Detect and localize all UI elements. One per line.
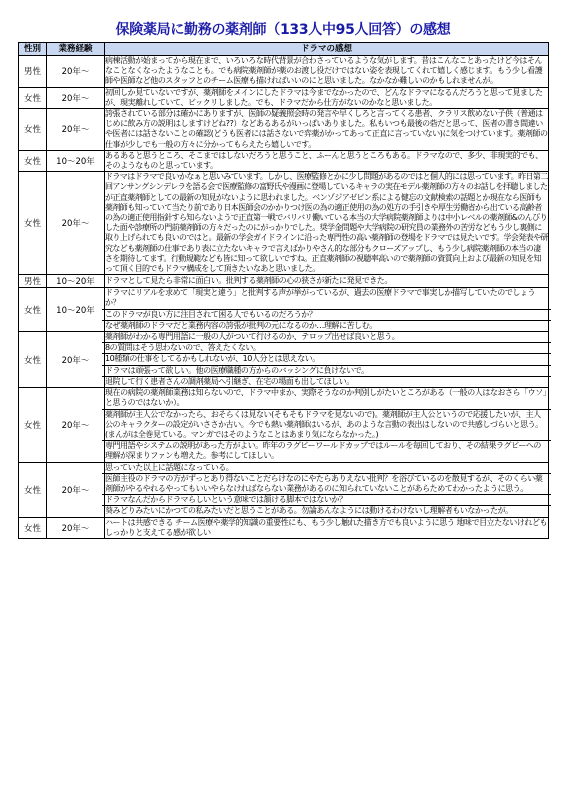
experience-cell: 10～20年 xyxy=(47,288,105,332)
impression-text: 医師主役のドラマの方がずっとあり得ないことだらけなのにやたらありえない批判？を浴びているのを散見するが、そのくらい薬剤師がやるやれるやってもいいやらなければならない業務があるのに知られていないことがあらためてわかったように思う。 xyxy=(102,473,551,494)
table-row xyxy=(19,172,549,275)
gender-cell: 女性 xyxy=(19,288,47,332)
impression-cell xyxy=(105,388,549,462)
impression-cell xyxy=(105,56,549,88)
table-row xyxy=(19,109,549,151)
impression-text: 10種類の仕事をしてるかもしれないが、10人分とは思えない。 xyxy=(102,353,551,364)
table-row xyxy=(19,288,549,332)
impression-text: ドラマとして見たら非常に面白い。批判する薬剤師の心の狭さが新たに発見できた。 xyxy=(105,276,392,286)
impression-cell xyxy=(105,275,549,288)
impression-text: 薬剤師が主人公でなかったら、おそらくは見ない(そもそもドラマを見ないので)。薬剤師が主人公というので応援したいが、主人公のキャラクターの設定がいささか古い。今でも熱い薬剤師はいるが、あのような言動の表出はしないので共感しづらいと思う。(まんがは全巻見ている。マンガではそのようなことはあまり気にならなかった。) xyxy=(102,409,551,441)
table-row xyxy=(19,462,549,517)
experience-cell: 20年～ xyxy=(47,332,105,388)
impression-cell xyxy=(105,109,549,151)
impression-text: 誇張されている部分は確かにありますが、医師の疑義照会時の発言や早くしろと言ってくる患者、クラリス飲めない子供（普通はじめに飲み方の説明はしますけどね??）などあるあるがいっぱいありました。私もいつも最後の砦だと思って、医者の書き間違いや医者には話さないことの確認(どうも医者には話さないで弈薬がかってあって正直に言っていない)に気をつけています。薬剤師の仕事が少しでも一般の方々に分かってもらえたら嬉しいです。 xyxy=(105,109,548,149)
impression-text: なぜ薬剤師のドラマだと業務内容の誇張が批判の元になるのか…理解に苦しむ。 xyxy=(102,320,551,331)
table-row xyxy=(19,275,549,288)
gender-cell: 女性 xyxy=(19,87,47,108)
gender-cell: 女性 xyxy=(19,332,47,388)
impression-text: ドラマは頑張って欲しい。他の医療職種の方からのバッシングに負けないで。 xyxy=(102,365,551,376)
table-row xyxy=(19,56,549,88)
impression-text: 病棟活動が始まってから現在まで、いろいろな時代背景が合わさっているような気がします。昔はこんなことあったけど今はそんなことなくなったようなことも。でも病院薬剤師が薬のお渡し役だけではない姿を表現してくれて嬉しく感じます。もう少し看護師や医師など他のスタッフとのチーム医療も描ければいいのにと思いました。なかなか難しいのかもしれませんが。 xyxy=(105,56,543,86)
impression-text: 葵みどりみたいにかつての私みたいだと思うことがある。勿論あんなようには動けるわけないし理解者もいなかったが。 xyxy=(102,505,551,516)
impression-cell xyxy=(105,517,549,538)
impression-text: 退院して行く患者さんの調剤薬局へ引継ぎ、在宅の場面も出してほしい。 xyxy=(102,376,551,387)
table-row xyxy=(19,332,549,388)
impression-text: あるあると思うところ、そこまではしないだろうと思うこと、ふーんと思うところもある。ドラマなので、多少、非現実的でも、そのようなものと思っています。 xyxy=(105,150,543,171)
gender-cell: 女性 xyxy=(19,150,47,171)
experience-cell: 10～20年 xyxy=(47,275,105,288)
impression-text: このドラマが良い方に注目されて困る人でもいるのだろうか？ xyxy=(102,309,551,320)
impression-text: 薬剤師がわかる専門用語に一般の人がついて行けるのか、テロップ出せば良いと思う。 xyxy=(105,332,400,342)
impression-cell xyxy=(105,288,549,332)
header-impression: ドラマの感想 xyxy=(105,43,549,56)
impression-cell xyxy=(105,332,549,388)
gender-cell: 女性 xyxy=(19,462,47,517)
experience-cell: 20年～ xyxy=(47,109,105,151)
table-row xyxy=(19,87,549,108)
impression-cell xyxy=(105,172,549,275)
impression-text: ドラマはドラマで良いかなぁと思いみています。しかし、医療監修とかに少し問題があるのではと個人的には思っています。昨日第二回アンサングシンデレラを語る会で医療監修の富野氏や漫画に登場しているキャラの実在モデル薬剤師の方々のお話しを拝聴しましたが正直薬剤師としての最新の知見がないように思われました。ベンゾジアゼピン系による健忘の文献検索の話題とか現在なら医師も薬剤師も知っていて当たり前であり日本医師会のかかりつけ医の為の適正使用の為の処方の手引きや厚生労働省から出ている高齢者の為の適正使用指針すら知らないようで正直第一戦でバリバリ働いている本当の大学病院薬剤師よりは中小レベルの薬剤師&のんびりした面や診療所の門前薬剤師の方々だったのにがっかりでした。奨学金問題や大学病院の研究員の業務外の苦労などもう少し裏側に取り上げられても良いのではと。最新の学会ガイドラインに沿った専門性の高い薬剤師の登場をドラマでは見たいです。学会発表や研究なども薬剤師の仕事であり表に立たないキャラで言えばかりやさん的な部分もクローズアップし、もう少し病院薬剤師の本当の凄さを期待してます。行動規範なども皆に知って欲しいですね。正直薬剤師の視聴率高いので薬剤師の資質向上および最新の知見を知って頂く目的でもドラマ構成をして頂きたいなあと思いました。 xyxy=(105,172,548,274)
impression-text: 専門用語やシステムの説明があった方がよい。昨年のラグビーワールドカップではルールを毎回しており、その結果ラグビーへの理解が深まりファンも増えた。参考にしてほしい。 xyxy=(102,440,551,461)
impression-text: 思っていた以上に話題になっている。 xyxy=(105,462,234,472)
experience-cell: 20年～ xyxy=(47,462,105,517)
impression-text: 8の質問はそう思わないので、答えたくない。 xyxy=(102,342,551,353)
header-row xyxy=(19,43,549,56)
gender-cell: 男性 xyxy=(19,275,47,288)
experience-cell: 10～20年 xyxy=(47,150,105,171)
header-experience: 業務経験 xyxy=(47,43,105,56)
impression-cell xyxy=(105,87,549,108)
gender-cell: 女性 xyxy=(19,109,47,151)
gender-cell: 女性 xyxy=(19,517,47,538)
impression-cell xyxy=(105,462,549,517)
impression-text: 初回しか見ていないですが、薬剤師をメインにしたドラマは今までなかったので、どんなドラマになるんだろうと思って見ましたが、現実離れしていて、ビックリしました。でも、ドラマだから仕方がないのかなと思いました。 xyxy=(105,87,543,107)
table-row xyxy=(19,388,549,462)
experience-cell: 20年～ xyxy=(47,172,105,275)
survey-table xyxy=(18,42,549,539)
impression-text: ドラマにリアルを求めて「現実と違う」と批判する声が挙がっているが、過去の医療ドラマで事実しか描写していたのでしょうか？ xyxy=(105,288,536,308)
impression-cell xyxy=(105,150,549,171)
impression-text: ハートは共感できる チーム医療や薬学的知識の重要性にも、もう少し触れた描き方でも良いように思う 地味で目立たないけれどもしっかりと支えてる感が欲しい xyxy=(105,517,548,537)
experience-cell: 20年～ xyxy=(47,517,105,538)
table-body xyxy=(19,56,549,539)
table-row xyxy=(19,517,549,538)
impression-text: 現在の病院の薬剤師業務は知らないので、ドラマ中まか、実際そうなのか判別しがたいところがある（一般の人はなおさら「ウソ」と思うのではないか）。 xyxy=(105,388,547,408)
impression-text: ドラマなんだからドラマらしいという意味では頷ける脚本ではないか？ xyxy=(102,494,551,505)
gender-cell: 男性 xyxy=(19,56,47,88)
gender-cell: 女性 xyxy=(19,388,47,462)
table-row xyxy=(19,150,549,171)
experience-cell: 20年～ xyxy=(47,87,105,108)
experience-cell: 20年～ xyxy=(47,388,105,462)
header-gender: 性別 xyxy=(19,43,47,56)
gender-cell: 女性 xyxy=(19,172,47,275)
document-title: 保険薬局に勤務の薬剤師（133人中95人回答）の感想 xyxy=(115,22,451,38)
experience-cell: 20年～ xyxy=(47,56,105,88)
